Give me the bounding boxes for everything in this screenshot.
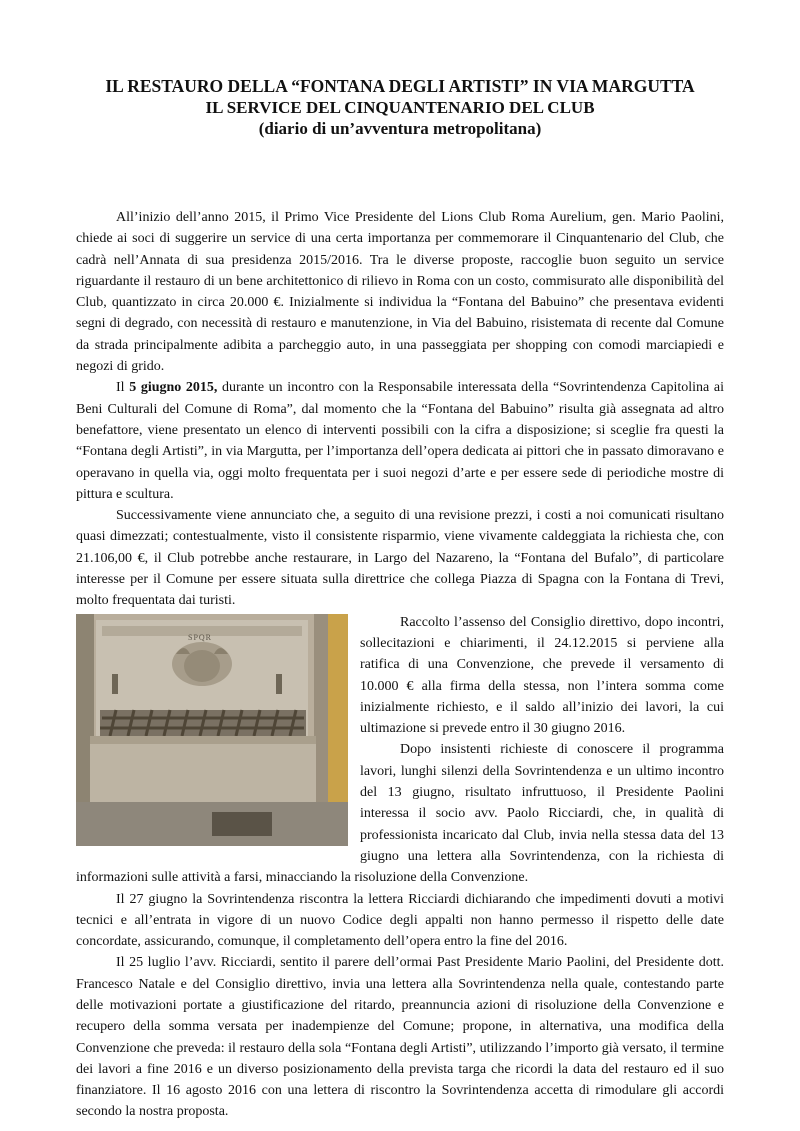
paragraph-2-date: 5 giugno 2015,	[129, 380, 218, 396]
fountain-illustration	[76, 614, 348, 846]
paragraph-5: Dopo insistenti richieste di conoscere il programma lavori, lunghi silenzi della Sovrintendenza e un ultimo incontro del 13 giugno, risultato infruttuoso, il Presidente Paolini interessa il socio avv. Paolo Ricciardi, che, in qualità di professionista incaricato dal Club, invia nella stessa data del 13 giugno una lettera alla Sovrintendenza, con la richiesta di informazioni sulle attività a farsi, minacciando la risoluzione della Convenzione.	[76, 742, 724, 886]
title-block	[0, 76, 800, 139]
paragraph-4: Raccolto l’assenso del Consiglio direttivo, dopo incontri, sollecitazioni e chiarimenti, il 24.12.2015 si perviene alla ratifica di una Convenzione, che prevede il versamento di 10.000 € alla firma della stessa, non l’intera somma come inizialmente richiesto, e il saldo all’inizio dei lavori, la cui ultimazione si prevede entro il 30 giugno 2016.	[360, 614, 724, 737]
subtitle: IL SERVICE DEL CINQUANTENARIO DEL CLUB	[205, 98, 595, 117]
article-body	[76, 207, 724, 1123]
fountain-photo	[76, 614, 348, 846]
paragraph-2-start: Il	[116, 380, 130, 396]
paragraph-7: Il 25 luglio l’avv. Ricciardi, sentito il parere dell’ormai Past Presidente Mario Paolini, del Presidente dott. Francesco Natale e del Consiglio direttivo, invia una lettera alla Sovrintendenza nella quale, contestando parte delle motivazioni portate a giustificazione del ritardo, preannuncia azioni di risoluzione della Convenzione e recupero della somma versata per inadempienze del Comune; propone, in alternativa, una modifica della Convenzione che preveda: il restauro della sola “Fontana degli Artisti”, utilizzando l’importo già versato, il termine dei lavori a fine 2016 e un diverso posizionamento della prevista targa che ricordi la data del restauro ed il suo finanziatore. Il 16 agosto 2016 con una lettera di riscontro la Sovrintendenza accetta di rimodulare gli accordi secondo la nostra proposta.	[76, 955, 724, 1120]
paragraph-1: All’inizio dell’anno 2015, il Primo Vice Presidente del Lions Club Roma Aurelium, gen. Mario Paolini, chiede ai soci di suggerire un service di una certa importanza per commemorare il Cinquantenario del Club, che cadrà nell’Annata di sua presidenza 2015/2016. Tra le diverse proposte, raccoglie buon seguito un service riguardante il restauro di un bene architettonico di rilievo in Roma con un costo, commisurato alle disponibilità del Club, quantizzato in circa 20.000 €. Inizialmente si individua la “Fontana del Babuino” che presentava evidenti segni di degrado, con necessità di restauro e manutenzione, in Via del Babuino, risistemata di recente dal Comune da strada principalmente adibita a parcheggio auto, in una passeggiata per shopping con comodi marciapiedi e negozi di grido.	[76, 210, 724, 375]
main-title: IL RESTAURO DELLA “FONTANA DEGLI ARTISTI” IN VIA MARGUTTA	[105, 76, 695, 96]
paragraph-2	[76, 377, 724, 505]
paragraph-6: Il 27 giugno la Sovrintendenza riscontra la lettera Ricciardi dichiarando che impedimenti dovuti a motivi tecnici e all’entrata in vigore di un nuovo Codice degli appalti non hanno permesso il rispetto delle date concordate, assicurando, comunque, il completamento dell’opera entro la fine del 2016.	[76, 891, 724, 950]
paragraph-2-rest: durante un incontro con la Responsabile interessata della “Sovrintendenza Capitolina ai Beni Culturali del Comune di Roma”, dal momento che la “Fontana del Babuino” risulta già assegnata ad altro benefattore, viene presentato un elenco di interventi possibili con la cifra a disposizione; si sceglie fra questi la “Fontana degli Artisti”, in via Margutta, per l’importanza dell’opera dedicata ai pittori che in passato dimoravano e operavano in quella via, oggi molto frequentata per i suoi negozi d’arte e per essere sede di periodiche mostre di pittura e scultura.	[76, 380, 724, 502]
subtitle-note: (diario di un’avventura metropolitana)	[258, 119, 542, 138]
photo-inscription: SPQR	[188, 632, 213, 642]
paragraph-3: Successivamente viene annunciato che, a seguito di una revisione prezzi, i costi a noi comunicati risultano quasi dimezzati; contestualmente, visto il consistente risparmio, viene vivamente caldeggiata la richiesta che, con 21.106,00 €, il Club potrebbe anche restaurare, in Largo del Nazareno, la “Fontana del Bufalo”, di particolare interesse per il Comune per essere situata sulla direttrice che collega Piazza di Spagna con la Fontana di Trevi, molto frequentata dai turisti.	[76, 508, 724, 609]
